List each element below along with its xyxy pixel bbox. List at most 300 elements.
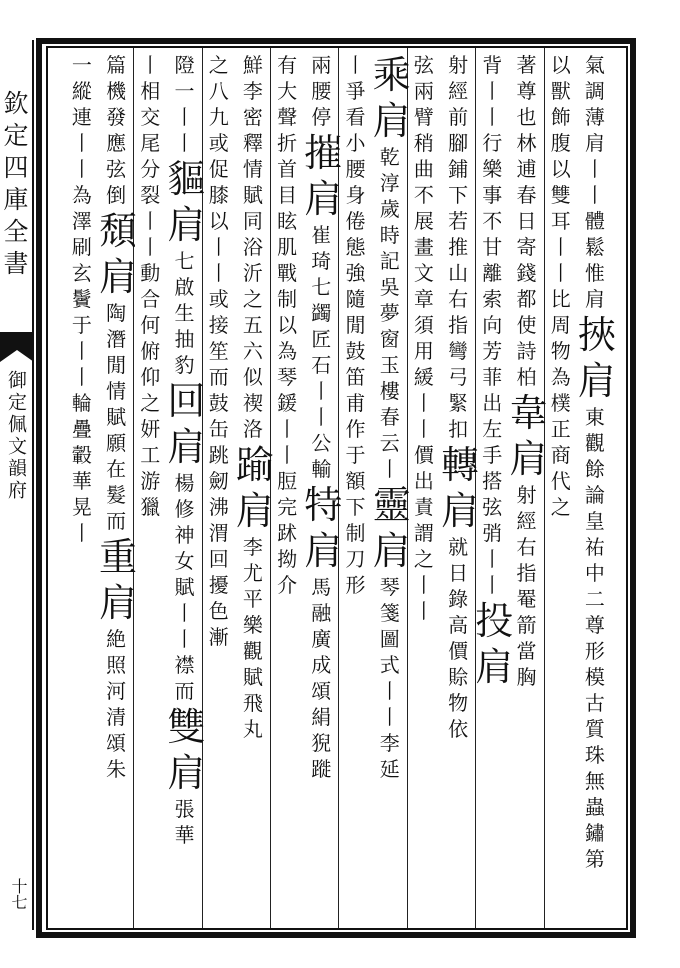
annotation-char: 芳	[482, 339, 503, 363]
annotation-char: 李	[242, 535, 263, 559]
annotation-char: 丨	[345, 53, 366, 77]
annotation-char: 一	[174, 79, 195, 103]
annotation-char: 丨	[413, 573, 434, 597]
annotation-char: 不	[413, 183, 434, 207]
annotation-char: 鼓	[208, 391, 229, 415]
annotation-char: 須	[413, 313, 434, 337]
annotation-char: 行	[482, 131, 503, 155]
column-rule	[270, 48, 271, 928]
annotation-char: 澤	[71, 209, 92, 233]
annotation-char: 扣	[448, 417, 469, 441]
annotation-char: 丨	[208, 235, 229, 259]
annotation-char: 平	[242, 587, 263, 611]
headword-char: 摧	[304, 131, 343, 175]
annotation-char: 仰	[140, 365, 161, 389]
annotation-char: 妍	[140, 417, 161, 441]
annotation-char: 笙	[208, 339, 229, 363]
annotation-char: 華	[174, 823, 195, 847]
annotation-char: 修	[174, 497, 195, 521]
annotation-char: 浴	[242, 235, 263, 259]
annotation-char: 丨	[71, 521, 92, 545]
annotation-char: 稍	[413, 131, 434, 155]
annotation-char: 之	[242, 287, 263, 311]
headword-char: 乘	[372, 53, 411, 97]
annotation-char: 調	[584, 79, 605, 103]
annotation-char: 輸	[311, 457, 332, 481]
annotation-char: 應	[106, 131, 127, 155]
column-rule	[133, 48, 134, 928]
text-column	[202, 52, 236, 650]
annotation-char: 左	[482, 417, 503, 441]
annotation-char: 商	[550, 443, 571, 467]
headword-char: 挾	[577, 313, 616, 357]
annotation-char: 日	[516, 209, 537, 233]
annotation-char: 情	[106, 379, 127, 403]
annotation-char: 山	[448, 261, 469, 285]
text-column	[475, 52, 514, 690]
annotation-char: 樂	[482, 157, 503, 181]
annotation-char: 而	[106, 509, 127, 533]
annotation-char: 促	[208, 157, 229, 181]
annotation-char: 東	[584, 405, 605, 429]
annotation-char: 逋	[516, 157, 537, 181]
annotation-char: 章	[413, 287, 434, 311]
annotation-char: 皇	[584, 509, 605, 533]
annotation-char: 雙	[550, 183, 571, 207]
headword-char: 肩	[475, 645, 514, 689]
annotation-char: 作	[345, 417, 366, 441]
annotation-char: 潛	[106, 327, 127, 351]
headword-char: 回	[167, 379, 206, 423]
annotation-char: 中	[584, 561, 605, 585]
annotation-char: 為	[277, 339, 298, 363]
annotation-char: 豹	[174, 353, 195, 377]
annotation-char: 鏽	[584, 821, 605, 845]
annotation-char: 丨	[174, 601, 195, 625]
annotation-char: 體	[584, 209, 605, 233]
annotation-char: 丨	[413, 417, 434, 441]
annotation-char: 七	[174, 249, 195, 273]
text-column	[407, 52, 441, 624]
annotation-char: 頌	[106, 731, 127, 755]
annotation-char: 女	[174, 549, 195, 573]
annotation-char: 丨	[584, 157, 605, 181]
annotation-char: 何	[140, 313, 161, 337]
annotation-char: 合	[140, 287, 161, 311]
annotation-char: 制	[277, 287, 298, 311]
annotation-char: 尊	[584, 613, 605, 637]
annotation-char: 或	[208, 131, 229, 155]
annotation-char: 隥	[174, 53, 195, 77]
annotation-char: 手	[482, 443, 503, 467]
annotation-char: 文	[413, 261, 434, 285]
annotation-char: 古	[584, 691, 605, 715]
headword-char: 投	[475, 599, 514, 643]
headword-char: 肩	[441, 489, 480, 533]
headword-char: 肩	[372, 99, 411, 143]
annotation-char: 詩	[516, 339, 537, 363]
margin-page-number: 十七	[9, 878, 28, 910]
annotation-char: 彎	[448, 339, 469, 363]
annotation-char: 或	[208, 287, 229, 311]
annotation-char: 賦	[174, 575, 195, 599]
annotation-char: 抽	[174, 327, 195, 351]
annotation-char: 兩	[311, 53, 332, 77]
annotation-char: 歲	[379, 197, 400, 221]
annotation-char: 腳	[448, 131, 469, 155]
headword-char: 靈	[372, 483, 411, 527]
annotation-char: 丸	[242, 717, 263, 741]
annotation-char: 肩	[584, 131, 605, 155]
annotation-char: 飛	[242, 691, 263, 715]
annotation-char: 額	[345, 469, 366, 493]
annotation-char: 之	[550, 495, 571, 519]
annotation-char: 篇	[106, 53, 127, 77]
annotation-char: 六	[242, 339, 263, 363]
annotation-char: 跳	[208, 443, 229, 467]
annotation-char: 肩	[584, 287, 605, 311]
annotation-char: 丨	[140, 209, 161, 233]
headword-char: 踰	[235, 443, 274, 487]
annotation-char: 介	[277, 573, 298, 597]
text-column	[133, 52, 167, 520]
annotation-char: 祐	[584, 535, 605, 559]
annotation-char: 丨	[550, 235, 571, 259]
headword-char: 肩	[304, 177, 343, 221]
annotation-char: 著	[516, 53, 537, 77]
annotation-char: 經	[516, 509, 537, 533]
annotation-char: 射	[516, 483, 537, 507]
margin-title: 欽定四庫全書	[0, 90, 29, 282]
annotation-char: 機	[106, 79, 127, 103]
annotation-char: 丨	[174, 105, 195, 129]
annotation-char: 玉	[379, 353, 400, 377]
annotation-char: 目	[277, 183, 298, 207]
annotation-char: 甫	[345, 391, 366, 415]
annotation-char: 云	[379, 431, 400, 455]
annotation-char: 責	[413, 495, 434, 519]
annotation-char: 尾	[140, 131, 161, 155]
annotation-char: 當	[516, 639, 537, 663]
annotation-char: 陶	[106, 301, 127, 325]
annotation-char: 氣	[584, 53, 605, 77]
annotation-char: 丨	[208, 261, 229, 285]
annotation-char: 日	[448, 561, 469, 585]
headword-char: 肩	[577, 359, 616, 403]
annotation-char: 七	[311, 275, 332, 299]
annotation-char: 沂	[242, 261, 263, 285]
annotation-char: 于	[345, 443, 366, 467]
annotation-char: 使	[516, 313, 537, 337]
annotation-char: 絶	[106, 627, 127, 651]
annotation-char: 餘	[584, 457, 605, 481]
annotation-char: 為	[71, 183, 92, 207]
annotation-char: 尊	[516, 79, 537, 103]
text-column	[544, 52, 578, 520]
annotation-char: 蟲	[584, 795, 605, 819]
annotation-char: 就	[448, 535, 469, 559]
annotation-char: 閒	[106, 353, 127, 377]
text-column	[441, 52, 480, 742]
annotation-char: 罨	[516, 587, 537, 611]
annotation-char: 丨	[71, 339, 92, 363]
annotation-char: 珠	[584, 743, 605, 767]
annotation-char: 華	[71, 469, 92, 493]
text-column	[372, 52, 411, 782]
annotation-char: 記	[379, 249, 400, 273]
annotation-char: 丨	[174, 131, 195, 155]
annotation-char: 丨	[71, 365, 92, 389]
annotation-char: 公	[311, 431, 332, 455]
headword-char: 肩	[304, 529, 343, 573]
annotation-char: 時	[379, 223, 400, 247]
annotation-char: 指	[516, 561, 537, 585]
annotation-char: 丨	[379, 705, 400, 729]
annotation-char: 在	[106, 457, 127, 481]
annotation-char: 代	[550, 469, 571, 493]
annotation-char: 丨	[174, 627, 195, 651]
annotation-char: 薄	[584, 105, 605, 129]
headword-char: 雙	[167, 705, 206, 749]
annotation-char: 前	[448, 105, 469, 129]
annotation-char: 轂	[71, 443, 92, 467]
annotation-char: 腹	[550, 131, 571, 155]
annotation-char: 錢	[516, 261, 537, 285]
annotation-char: 柏	[516, 365, 537, 389]
annotation-char: 朱	[106, 757, 127, 781]
annotation-char: 尤	[242, 561, 263, 585]
annotation-char: 一	[71, 53, 92, 77]
annotation-char: 發	[106, 105, 127, 129]
annotation-char: 夢	[379, 301, 400, 325]
annotation-char: 樸	[550, 391, 571, 415]
annotation-char: 春	[516, 183, 537, 207]
annotation-char: 以	[208, 209, 229, 233]
annotation-char: 以	[277, 313, 298, 337]
annotation-char: 小	[345, 131, 366, 155]
annotation-char: 賦	[242, 665, 263, 689]
annotation-char: 馬	[311, 575, 332, 599]
annotation-char: 寄	[516, 235, 537, 259]
annotation-char: 禊	[242, 391, 263, 415]
annotation-char: 觀	[584, 431, 605, 455]
annotation-char: 分	[140, 157, 161, 181]
headword-char: 肩	[99, 255, 138, 299]
text-column	[65, 52, 99, 546]
annotation-char: 閒	[345, 313, 366, 337]
annotation-char: 生	[174, 301, 195, 325]
annotation-char: 比	[550, 287, 571, 311]
annotation-char: 之	[140, 391, 161, 415]
annotation-char: 延	[379, 757, 400, 781]
text-column	[577, 52, 616, 872]
annotation-char: 交	[140, 105, 161, 129]
annotation-char: 俯	[140, 339, 161, 363]
annotation-char: 事	[482, 183, 503, 207]
annotation-char: 劒	[208, 469, 229, 493]
annotation-char: 停	[311, 105, 332, 129]
annotation-char: 丨	[311, 379, 332, 403]
annotation-char: 弓	[448, 365, 469, 389]
annotation-char: 展	[413, 209, 434, 233]
annotation-char: 張	[174, 797, 195, 821]
annotation-char: 弦	[106, 157, 127, 181]
headword-char: 特	[304, 483, 343, 527]
annotation-char: 價	[413, 443, 434, 467]
annotation-char: 同	[242, 209, 263, 233]
annotation-char: 也	[516, 105, 537, 129]
annotation-char: 之	[413, 547, 434, 571]
annotation-char: 蹝	[311, 757, 332, 781]
annotation-char: 膝	[208, 183, 229, 207]
annotation-char: 照	[106, 653, 127, 677]
annotation-char: 工	[140, 443, 161, 467]
annotation-char: 丨	[482, 79, 503, 103]
annotation-char: 動	[140, 261, 161, 285]
annotation-char: 河	[106, 679, 127, 703]
headword-char: 重	[99, 535, 138, 579]
annotation-char: 洛	[242, 417, 263, 441]
annotation-char: 丨	[482, 105, 503, 129]
annotation-char: 觀	[242, 639, 263, 663]
annotation-char: 賒	[448, 665, 469, 689]
margin-book-title: 御定佩文韻府	[5, 370, 27, 502]
annotation-char: 飾	[550, 105, 571, 129]
annotation-char: 刀	[345, 547, 366, 571]
text-column	[167, 52, 206, 848]
headword-char: 肩	[235, 489, 274, 533]
annotation-char: 縱	[71, 79, 92, 103]
annotation-char: 倦	[345, 209, 366, 233]
annotation-char: 兩	[413, 79, 434, 103]
annotation-char: 錄	[448, 587, 469, 611]
annotation-char: 出	[413, 469, 434, 493]
annotation-char: 而	[208, 365, 229, 389]
annotation-char: 淳	[379, 171, 400, 195]
annotation-char: 腰	[311, 79, 332, 103]
page-margin	[0, 40, 34, 930]
annotation-char: 游	[140, 469, 161, 493]
headword-char: 肩	[167, 425, 206, 469]
annotation-char: 輪	[71, 391, 92, 415]
annotation-char: 弰	[482, 521, 503, 545]
annotation-char: 李	[242, 79, 263, 103]
annotation-char: 五	[242, 313, 263, 337]
annotation-char: 為	[550, 365, 571, 389]
annotation-char: 推	[448, 235, 469, 259]
annotation-char: 臂	[413, 105, 434, 129]
text-column	[235, 52, 274, 742]
annotation-char: 琴	[379, 575, 400, 599]
annotation-char: 樓	[379, 379, 400, 403]
annotation-char: 戰	[277, 261, 298, 285]
annotation-char: 啟	[174, 275, 195, 299]
annotation-char: 絹	[311, 705, 332, 729]
annotation-char: 玄	[71, 261, 92, 285]
annotation-char: 九	[208, 105, 229, 129]
annotation-char: 成	[311, 653, 332, 677]
annotation-char: 丨	[277, 443, 298, 467]
annotation-char: 菲	[482, 365, 503, 389]
annotation-char: 物	[448, 691, 469, 715]
annotation-char: 搭	[482, 469, 503, 493]
annotation-char: 髮	[106, 483, 127, 507]
annotation-char: 指	[448, 313, 469, 337]
annotation-char: 第	[584, 847, 605, 871]
annotation-char: 春	[379, 405, 400, 429]
annotation-char: 渭	[208, 521, 229, 545]
annotation-char: 之	[208, 53, 229, 77]
annotation-char: 䟣	[277, 521, 298, 545]
annotation-char: 鍰	[277, 391, 298, 415]
annotation-char: 乾	[379, 145, 400, 169]
annotation-char: 丨	[379, 679, 400, 703]
headword-char: 肩	[509, 437, 548, 481]
annotation-char: 經	[448, 79, 469, 103]
annotation-char: 似	[242, 365, 263, 389]
annotation-char: 倒	[106, 183, 127, 207]
annotation-char: 都	[516, 287, 537, 311]
annotation-char: 丨	[584, 183, 605, 207]
annotation-char: 不	[482, 209, 503, 233]
annotation-char: 林	[516, 131, 537, 155]
annotation-char: 丨	[71, 131, 92, 155]
annotation-char: 大	[277, 79, 298, 103]
annotation-char: 箋	[379, 601, 400, 625]
annotation-char: 質	[584, 717, 605, 741]
annotation-char: 猊	[311, 731, 332, 755]
annotation-char: 李	[379, 731, 400, 755]
annotation-char: 向	[482, 313, 503, 337]
annotation-char: 依	[448, 717, 469, 741]
annotation-char: 神	[174, 523, 195, 547]
annotation-char: 強	[345, 261, 366, 285]
annotation-char: 窗	[379, 327, 400, 351]
annotation-char: 回	[208, 547, 229, 571]
annotation-char: 吳	[379, 275, 400, 299]
fishtail-mark-icon	[0, 332, 34, 362]
annotation-char: 謂	[413, 521, 434, 545]
annotation-char: 二	[584, 587, 605, 611]
annotation-char: 石	[311, 353, 332, 377]
annotation-char: 下	[345, 495, 366, 519]
annotation-char: 賦	[106, 405, 127, 429]
annotation-char: 看	[345, 105, 366, 129]
annotation-char: 丨	[482, 547, 503, 571]
annotation-char: 鬢	[71, 287, 92, 311]
headword-char: 韋	[509, 391, 548, 435]
text-column	[304, 52, 343, 782]
annotation-char: 色	[208, 599, 229, 623]
annotation-char: 襟	[174, 653, 195, 677]
text-column	[99, 52, 138, 782]
annotation-char: 高	[448, 613, 469, 637]
annotation-char: 形	[345, 573, 366, 597]
annotation-char: 射	[448, 53, 469, 77]
annotation-char: 琦	[311, 249, 332, 273]
text-column	[509, 52, 548, 690]
annotation-char: 箭	[516, 613, 537, 637]
annotation-char: 下	[448, 183, 469, 207]
annotation-char: 背	[482, 53, 503, 77]
annotation-char: 廣	[311, 627, 332, 651]
annotation-char: 漸	[208, 625, 229, 649]
annotation-char: 蠲	[311, 301, 332, 325]
annotation-char: 頌	[311, 679, 332, 703]
annotation-char: 弦	[413, 53, 434, 77]
annotation-char: 缶	[208, 417, 229, 441]
annotation-char: 式	[379, 653, 400, 677]
